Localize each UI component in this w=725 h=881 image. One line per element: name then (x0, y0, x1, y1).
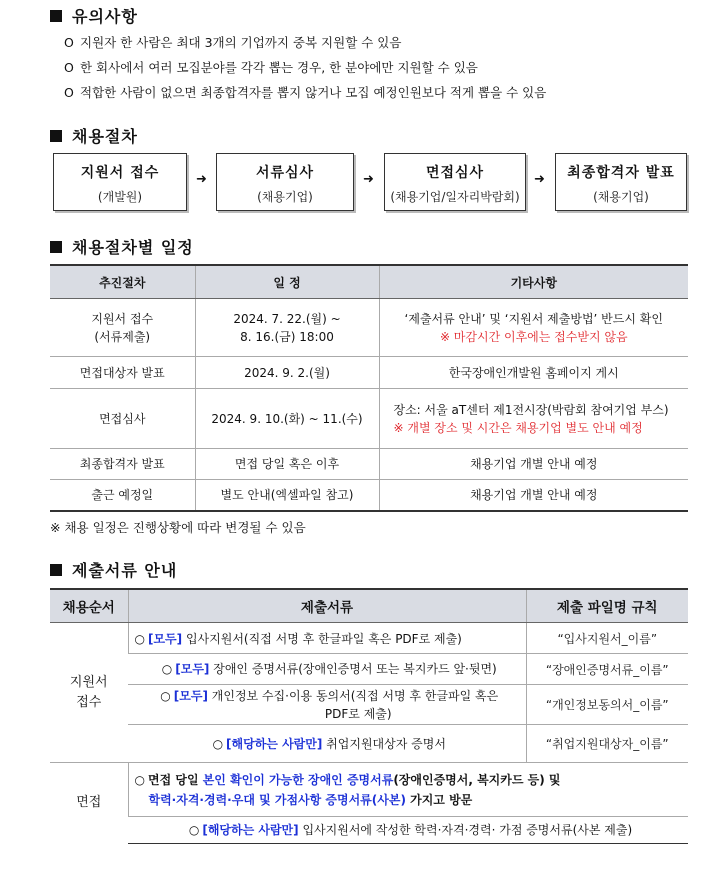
step-main: 최종합격자 발표 (567, 165, 675, 181)
schedule-date: 2024. 9. 2.(월) (195, 357, 379, 389)
table-header-row (50, 265, 688, 299)
process-title-text: 채용절차 (72, 127, 138, 146)
notice-item (64, 58, 478, 76)
column-header: 추진절차 (50, 265, 195, 299)
doc-text: 면접 당일 (147, 772, 203, 787)
table-row (50, 299, 688, 357)
schedule-step: 최종합격자 발표 (50, 449, 195, 480)
schedule-title (50, 235, 194, 258)
schedule-note (379, 389, 688, 449)
schedule-date: 별도 안내(엑셀파일 참고) (195, 480, 379, 511)
doc-tag: [해당하는 사람만] (202, 823, 299, 837)
column-header: 일 정 (195, 265, 379, 299)
notice-text: 적합한 사람이 없으면 최종합격자를 뽑지 않거나 모집 예정인원보다 적게 뽑을 수 있음 (80, 85, 547, 100)
schedule-step: 지원서 접수 (서류제출) (50, 299, 195, 357)
doc-text: 입사지원서에 작성한 학력·자격·경력· 가점 증명서류(사본 제출) (302, 823, 633, 837)
filename-rule: “입사지원서_이름” (526, 623, 688, 654)
table-row (50, 480, 688, 511)
step-sub: (개발원) (97, 190, 143, 204)
table-row (50, 654, 688, 685)
table-row (50, 685, 688, 725)
process-step-interview (384, 153, 526, 211)
documents-table (50, 588, 688, 844)
circle-bullet-icon: ○ (160, 688, 171, 703)
square-bullet-icon (50, 130, 62, 142)
notes-title-text: 유의사항 (72, 7, 138, 26)
schedule-table (50, 264, 688, 512)
circle-bullet-icon: ○ (134, 631, 145, 646)
doc-text: PDF로 제출) (324, 706, 392, 721)
documents-title-text: 제출서류 안내 (72, 561, 178, 580)
process-title (50, 124, 138, 147)
schedule-note (379, 299, 688, 357)
schedule-date: 면접 당일 혹은 이후 (195, 449, 379, 480)
schedule-footnote: ※ 채용 일정은 진행상황에 따라 변경될 수 있음 (50, 520, 306, 535)
column-header: 제출서류 (128, 589, 526, 623)
step-sub: (채용기업) (257, 190, 313, 204)
circle-bullet-icon: ○ (161, 662, 173, 676)
circle-bullet-icon: ○ (188, 823, 200, 837)
circle-bullet-icon: ○ (212, 736, 224, 751)
process-step-apply (53, 153, 187, 211)
schedule-step: 출근 예정일 (50, 480, 195, 511)
step-sub: (채용기업) (593, 190, 649, 204)
circle-bullet-icon: ○ (134, 772, 145, 787)
arrow-right-icon: ➜ (196, 172, 207, 187)
notice-item (64, 83, 546, 101)
document-item (128, 763, 688, 817)
step-main: 서류심사 (255, 165, 315, 181)
step-sub: (채용기업/일자리박람회) (390, 190, 520, 204)
schedule-note: 채용기업 개별 안내 예정 (379, 480, 688, 511)
doc-text: (장애인증명서, 복지카드 등) 및 (393, 772, 561, 787)
filename-rule: “취업지원대상자_이름” (526, 725, 688, 763)
doc-highlight: 본인 확인이 가능한 장애인 증명서류 (202, 772, 394, 787)
notice-text: 한 회사에서 여러 모집분야를 각각 뽑는 경우, 한 분야에만 지원할 수 있음 (80, 60, 478, 75)
doc-tag: [모두] (175, 662, 210, 676)
step-main: 면접심사 (425, 165, 485, 181)
document-item (128, 725, 526, 763)
schedule-date: 2024. 9. 10.(화) ~ 11.(수) (195, 389, 379, 449)
column-header: 채용순서 (50, 589, 128, 623)
document-item (128, 623, 526, 654)
schedule-note: 한국장애인개발원 홈페이지 게시 (379, 357, 688, 389)
table-row (50, 623, 688, 654)
column-header: 기타사항 (379, 265, 688, 299)
step-main: 지원서 접수 (80, 165, 160, 181)
process-step-final (555, 153, 687, 211)
table-row (50, 817, 688, 844)
document-item (128, 685, 526, 725)
note-text: ‘제출서류 안내’ 및 ‘지원서 제출방법’ 반드시 확인 (404, 311, 663, 326)
schedule-date: 2024. 7. 22.(월) ~ 8. 16.(금) 18:00 (195, 299, 379, 357)
schedule-step: 면접심사 (50, 389, 195, 449)
note-warning: ※ 개별 장소 및 시간은 채용기업 별도 안내 예정 (393, 420, 643, 435)
documents-title (50, 558, 177, 581)
document-item (128, 817, 688, 844)
arrow-right-icon: ➜ (363, 172, 374, 187)
doc-text: 개인정보 수집·이용 동의서(직접 서명 후 한글파일 혹은 (211, 688, 499, 703)
notes-title (50, 4, 138, 27)
stage-apply: 지원서 접수 (50, 623, 128, 763)
doc-tag: [해당하는 사람만] (226, 736, 323, 751)
filename-rule: “장애인증명서류_이름” (526, 654, 688, 685)
filename-rule: “개인정보동의서_이름” (526, 685, 688, 725)
stage-interview: 면접 (50, 763, 128, 844)
note-text: 장소: 서울 aT센터 제1전시장(박람회 참여기업 부스) (393, 402, 669, 417)
notice-text: 지원자 한 사람은 최대 3개의 기업까지 중복 지원할 수 있음 (80, 35, 402, 50)
table-row (50, 389, 688, 449)
doc-highlight: 학력·자격·경력·우대 및 가점사항 증명서류(사본) (148, 792, 406, 807)
schedule-note: 채용기업 개별 안내 예정 (379, 449, 688, 480)
process-step-screening (216, 153, 354, 211)
document-item (128, 654, 526, 685)
square-bullet-icon (50, 564, 62, 576)
square-bullet-icon (50, 241, 62, 253)
table-row (50, 763, 688, 817)
arrow-right-icon: ➜ (534, 172, 545, 187)
doc-text: 취업지원대상자 증명서 (326, 736, 446, 751)
bullet-o: O (64, 35, 74, 50)
notice-item (64, 33, 401, 51)
doc-text: 입사지원서(직접 서명 후 한글파일 혹은 PDF로 제출) (185, 631, 462, 646)
bullet-o: O (64, 85, 74, 100)
schedule-step: 면접대상자 발표 (50, 357, 195, 389)
table-header-row (50, 589, 688, 623)
note-warning: ※ 마감시간 이후에는 접수받지 않음 (439, 329, 628, 344)
doc-tag: [모두] (173, 688, 208, 703)
column-header: 제출 파일명 규칙 (526, 589, 688, 623)
doc-text: 가지고 방문 (405, 792, 473, 807)
doc-tag: [모두] (147, 631, 183, 646)
schedule-title-text: 채용절차별 일정 (72, 238, 194, 257)
doc-text: 장애인 증명서류(장애인증명서 또는 복지카드 앞·뒷면) (213, 662, 497, 676)
table-row (50, 725, 688, 763)
square-bullet-icon (50, 10, 62, 22)
table-row (50, 449, 688, 480)
bullet-o: O (64, 60, 74, 75)
table-row (50, 357, 688, 389)
